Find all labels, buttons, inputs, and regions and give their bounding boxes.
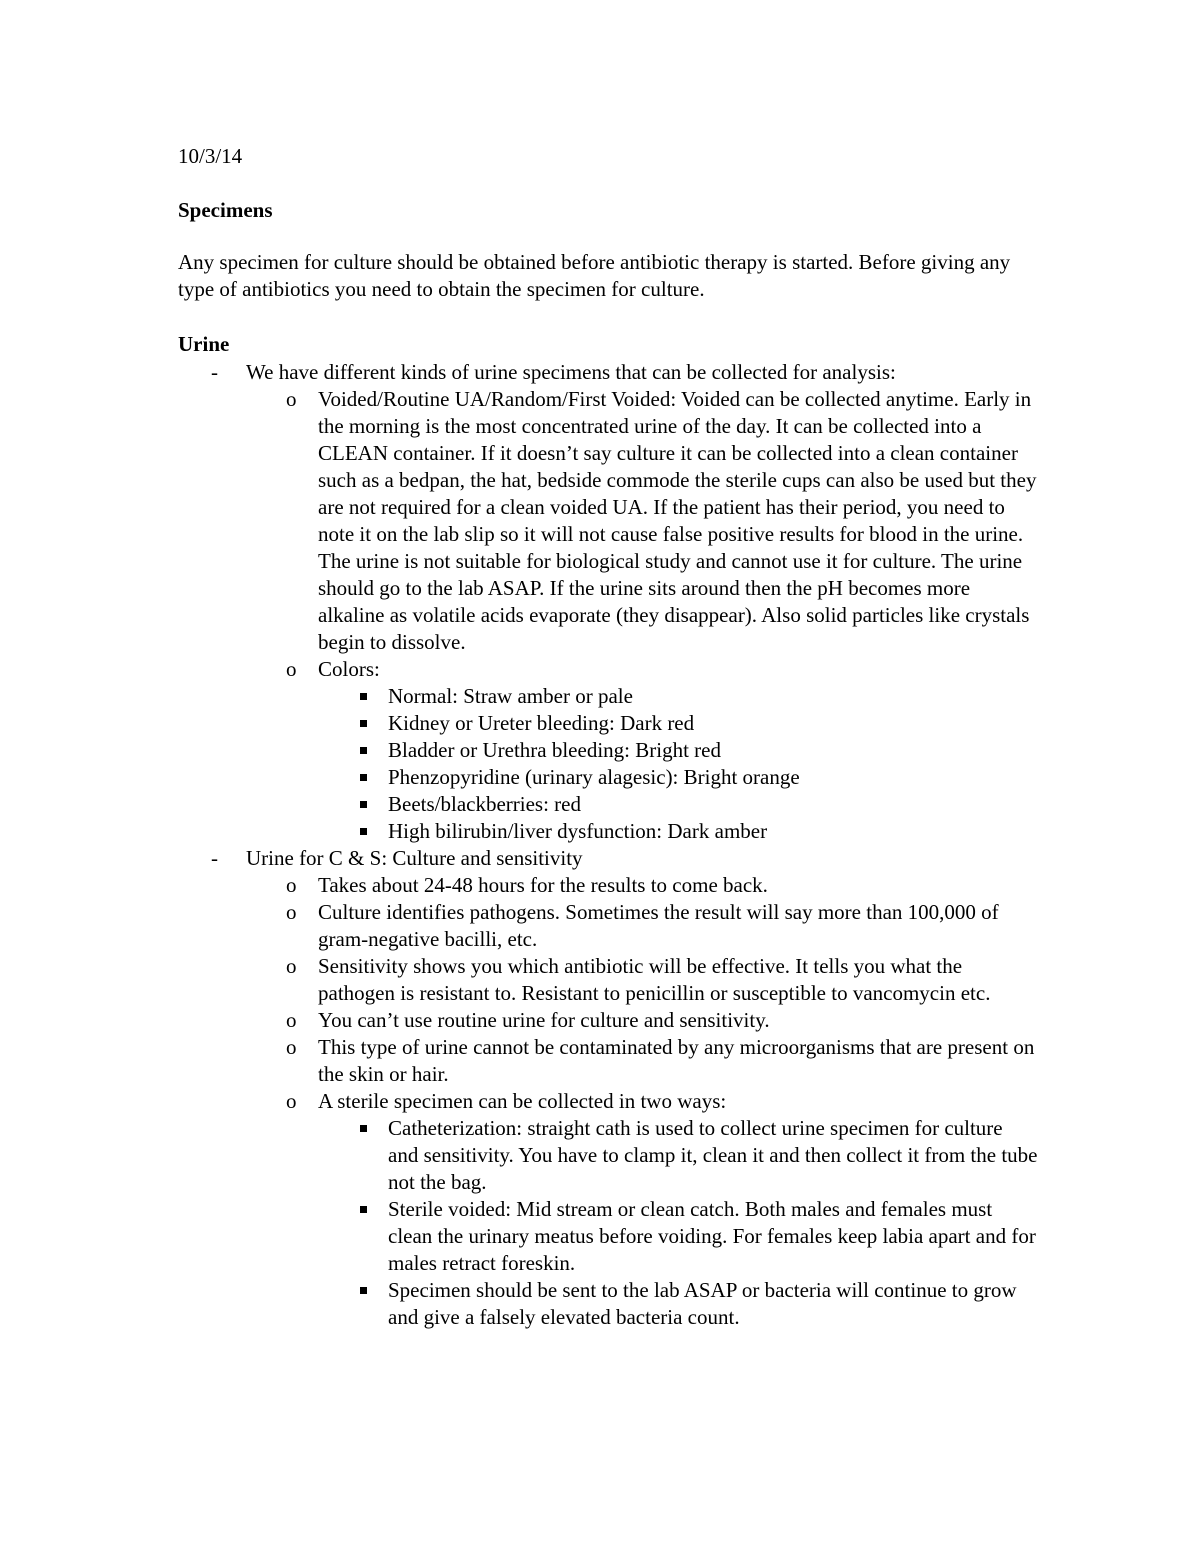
list-item-text: Urine for C & S: Culture and sensitivity <box>246 846 583 870</box>
bullet-item <box>318 1277 1038 1331</box>
bullet-item-text: Specimen should be sent to the lab ASAP or bacteria will continue to grow and give a falsely elevated bacteria count. <box>388 1278 1017 1329</box>
bullet-item <box>318 791 1038 818</box>
sub-list-item <box>248 1034 1038 1088</box>
square-bullet-icon <box>360 801 367 808</box>
square-bullet-icon <box>360 720 367 727</box>
bullet-item <box>318 683 1038 710</box>
sub-list-item-text: Sensitivity shows you which antibiotic will be effective. It tells you what the pathogen is resistant to. Resistant to penicillin or susceptible to vancomycin etc. <box>318 954 991 1005</box>
bullet-item-text: Kidney or Ureter bleeding: Dark red <box>388 711 695 735</box>
circle-marker: o <box>286 1089 297 1113</box>
circle-marker: o <box>286 387 297 411</box>
bullet-item <box>318 710 1038 737</box>
sub-list-item <box>248 386 1038 656</box>
dash-marker: - <box>211 360 218 384</box>
bullet-item-text: Normal: Straw amber or pale <box>388 684 633 708</box>
list-item <box>178 845 1038 1331</box>
sub-list <box>248 386 1038 845</box>
sub-list-item <box>248 953 1038 1007</box>
square-bullet-icon <box>360 747 367 754</box>
sub-list-item-text: Takes about 24-48 hours for the results to come back. <box>318 873 768 897</box>
bullet-item <box>318 764 1038 791</box>
bullet-list <box>318 1115 1038 1331</box>
square-bullet-icon <box>360 1125 367 1132</box>
bullet-item-text: Bladder or Urethra bleeding: Bright red <box>388 738 721 762</box>
sub-list-item-text: Culture identifies pathogens. Sometimes the result will say more than 100,000 of gram-negative bacilli, etc. <box>318 900 999 951</box>
square-bullet-icon <box>360 1287 367 1294</box>
square-bullet-icon <box>360 828 367 835</box>
square-bullet-icon <box>360 693 367 700</box>
bullet-item <box>318 818 1038 845</box>
sub-list-item-text: This type of urine cannot be contaminated by any microorganisms that are present on the skin or hair. <box>318 1035 1035 1086</box>
square-bullet-icon <box>360 1206 367 1213</box>
list-item-text: We have different kinds of urine specimens that can be collected for analysis: <box>246 360 896 384</box>
sub-list-item <box>248 656 1038 845</box>
circle-marker: o <box>286 1008 297 1032</box>
sub-list-item <box>248 872 1038 899</box>
circle-marker: o <box>286 900 297 924</box>
sub-list-item <box>248 899 1038 953</box>
circle-marker: o <box>286 954 297 978</box>
bullet-item <box>318 737 1038 764</box>
document-date: 10/3/14 <box>178 144 243 168</box>
sub-list <box>248 872 1038 1331</box>
section-title-urine: Urine <box>178 332 230 356</box>
sub-list-item-text: Voided/Routine UA/Random/First Voided: Voided can be collected anytime. Early in the morning is the most concentrated urine of the day. It can be collected into a CLEAN container. If it doesn’t say culture it can be collected into a clean container such as a bedpan, the hat, bedside commode the sterile cups can also be used but they are not required for a clean voided UA. If the patient has their period, you need to note it on the lab slip so it will not cause false positive results for blood in the urine. The urine is not suitable for biological study and cannot use it for culture. The urine should go to the lab ASAP. If the urine sits around then the pH becomes more alkaline as volatile acids evaporate (they disappear). Also solid particles like crystals begin to dissolve. <box>318 387 1037 654</box>
bullet-item-text: Sterile voided: Mid stream or clean catch. Both males and females must clean the urinary meatus before voiding. For females keep labia apart and for males retract foreskin. <box>388 1197 1036 1275</box>
bullet-item <box>318 1115 1038 1196</box>
circle-marker: o <box>286 657 297 681</box>
bullet-item-text: High bilirubin/liver dysfunction: Dark amber <box>388 819 768 843</box>
dash-marker: - <box>211 846 218 870</box>
list-item <box>178 359 1038 845</box>
bullet-item-text: Catheterization: straight cath is used to collect urine specimen for culture and sensitivity. You have to clamp it, clean it and then collect it from the tube not the bag. <box>388 1116 1038 1194</box>
circle-marker: o <box>286 1035 297 1059</box>
intro-paragraph: Any specimen for culture should be obtained before antibiotic therapy is started. Before giving any type of antibiotics you need to obtain the specimen for culture. <box>178 250 1011 301</box>
sub-list-item-text: Colors: <box>318 657 380 681</box>
bullet-item-text: Beets/blackberries: red <box>388 792 581 816</box>
bullet-item <box>318 1196 1038 1277</box>
bullet-list <box>318 683 1038 845</box>
document-page <box>178 141 1038 1331</box>
sub-list-item-text: You can’t use routine urine for culture and sensitivity. <box>318 1008 770 1032</box>
sub-list-item <box>248 1007 1038 1034</box>
circle-marker: o <box>286 873 297 897</box>
document-title: Specimens <box>178 198 273 222</box>
bullet-item-text: Phenzopyridine (urinary alagesic): Bright orange <box>388 765 800 789</box>
urine-list <box>178 359 1038 1331</box>
sub-list-item <box>248 1088 1038 1331</box>
square-bullet-icon <box>360 774 367 781</box>
sub-list-item-text: A sterile specimen can be collected in two ways: <box>318 1089 727 1113</box>
